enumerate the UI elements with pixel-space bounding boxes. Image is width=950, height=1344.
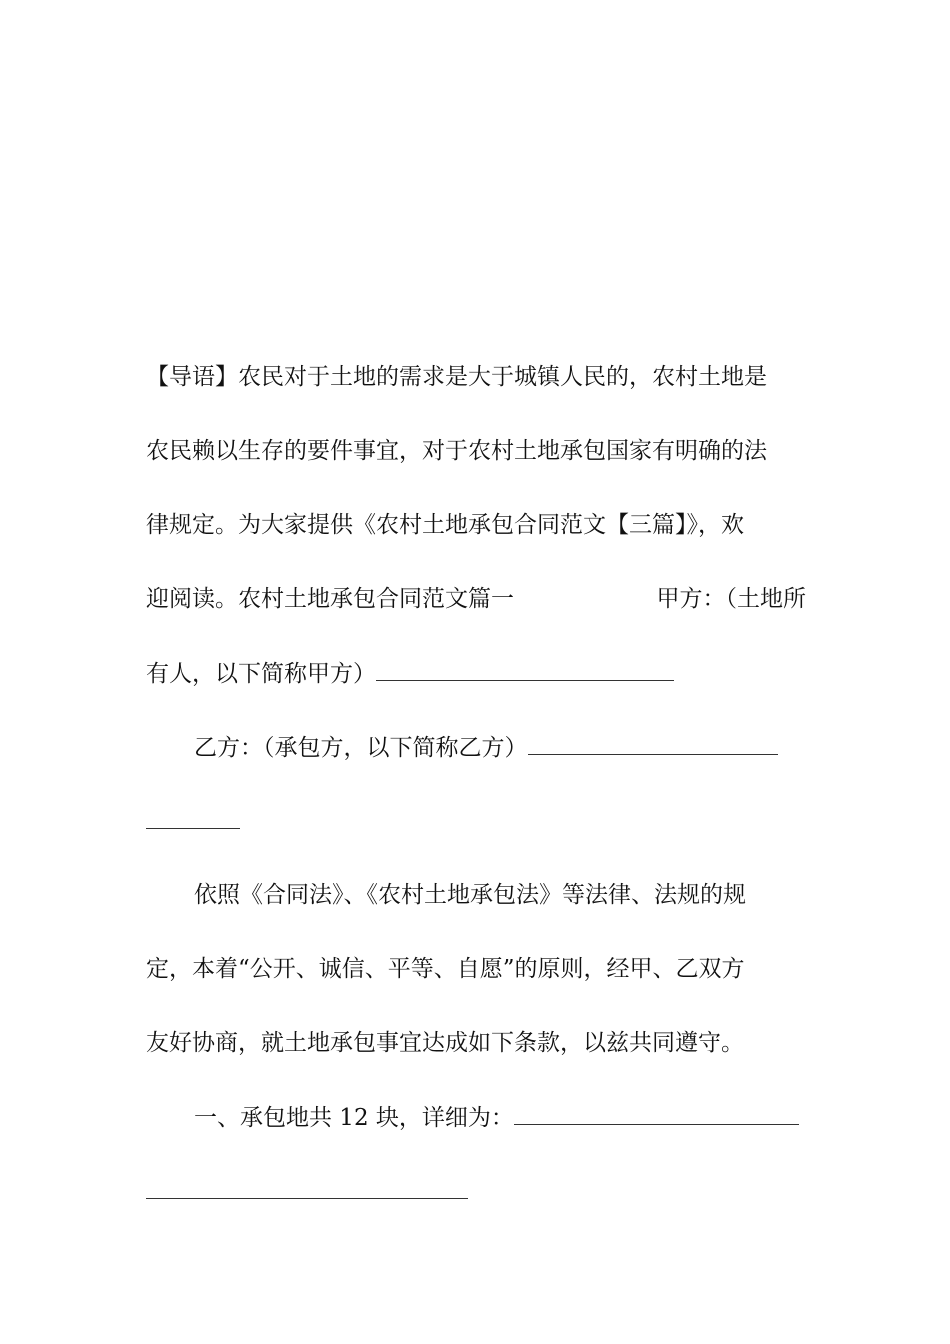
intro-text-3: 律规定。为大家提供《农村土地承包合同范文【三篇】》，欢 — [146, 512, 744, 538]
party-b-blank — [528, 732, 778, 755]
party-b-label: 乙方：（承包方，以下简称乙方） — [194, 735, 528, 761]
party-a-blank — [376, 658, 674, 681]
clause-1-text: 一、承包地共 12 块，详细为： — [194, 1105, 514, 1131]
party-a-line — [146, 658, 806, 689]
intro-line-3 — [146, 510, 806, 540]
clause-1-line — [194, 1102, 806, 1133]
intro-line-1 — [146, 362, 806, 392]
intro-line-2 — [146, 436, 806, 466]
party-a-label: 有人，以下简称甲方） — [146, 661, 376, 687]
basis-line-3 — [146, 1028, 806, 1058]
basis-line-1 — [194, 880, 806, 910]
intro-text-1: 【导语】农民对于土地的需求是大于城镇人民的，农村土地是 — [146, 364, 767, 390]
party-b-blank-continued — [146, 806, 240, 829]
basis-text-1: 依照《合同法》、《农村土地承包法》等法律、法规的规 — [194, 882, 746, 908]
intro-text-4-left: 迎阅读。农村土地承包合同范文篇一 — [146, 586, 514, 612]
party-b-line — [194, 732, 806, 763]
intro-line-4 — [146, 584, 806, 614]
intro-text-4-right: 甲方：（土地所 — [656, 586, 806, 612]
clause-1-blank — [514, 1102, 799, 1125]
intro-text-2: 农民赖以生存的要件事宜，对于农村土地承包国家有明确的法 — [146, 438, 767, 464]
basis-text-3: 友好协商，就土地承包事宜达成如下条款，以兹共同遵守。 — [146, 1030, 744, 1056]
clause-1-blank-continued — [146, 1176, 468, 1199]
basis-text-2: 定，本着“公开、诚信、平等、自愿”的原则，经甲、乙双方 — [146, 956, 745, 982]
basis-line-2 — [146, 954, 806, 984]
party-b-continuation — [146, 806, 806, 837]
clause-1-continuation — [146, 1176, 806, 1207]
